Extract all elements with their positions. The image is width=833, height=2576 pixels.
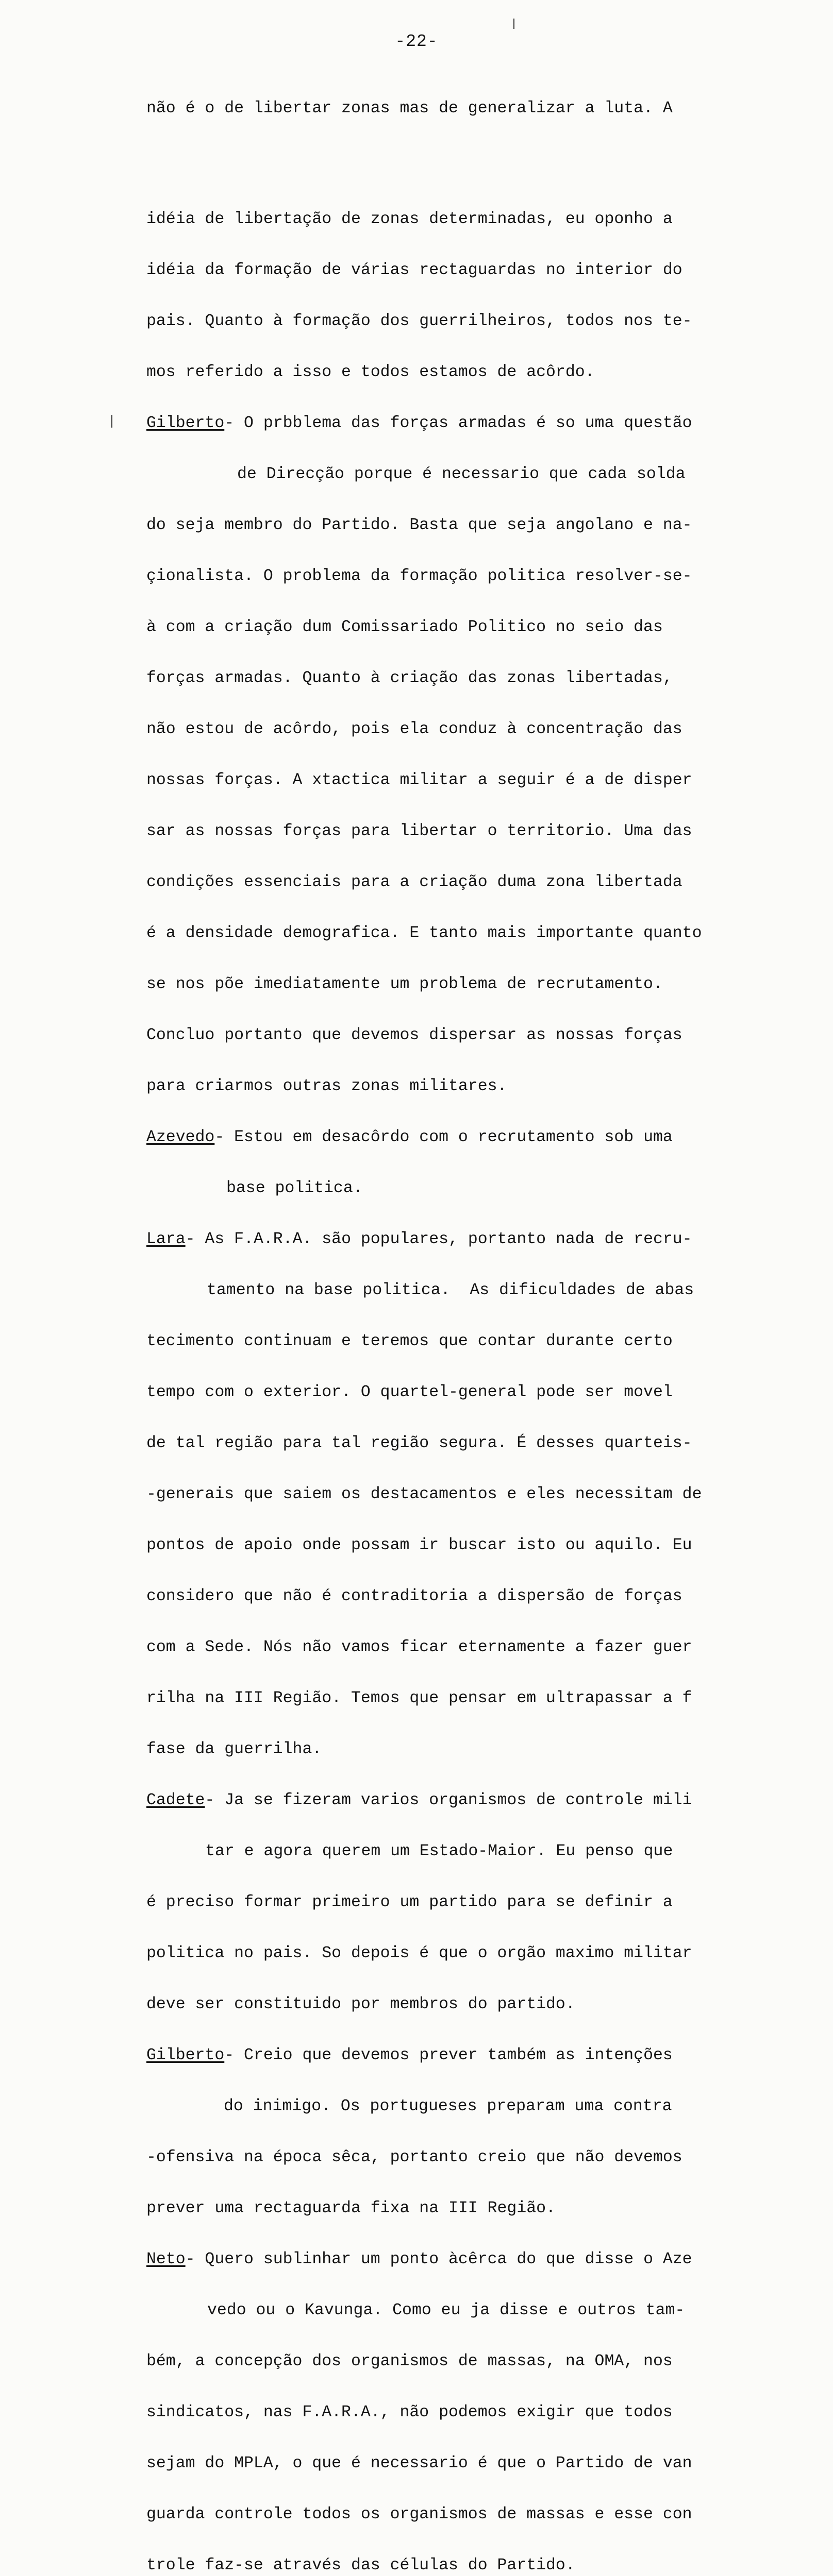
text-line: fase da guerrilha. — [146, 1740, 322, 1758]
speaker-text: - Creio que devemos prever também as intenções — [224, 2046, 673, 2064]
text-line: sar as nossas forças para libertar o territorio. Uma das — [146, 822, 692, 840]
text-line: à com a criação dum Comissariado Politico no seio das — [146, 618, 663, 636]
text-line: para criarmos outras zonas militares. — [146, 1077, 507, 1095]
speaker-text: - As F.A.R.A. são populares, portanto nada de recru- — [185, 1230, 692, 1248]
text-line: forças armadas. Quanto à criação das zonas libertadas, — [146, 669, 673, 687]
speaker-text: - Quero sublinhar um ponto àcêrca do que disse o Aze — [185, 2250, 692, 2268]
text-line: não estou de acôrdo, pois ela conduz à concentração das — [146, 720, 682, 738]
speaker-text: - Estou em desacôrdo com o recrutamento sob uma — [214, 1128, 673, 1146]
speaker-text: - O prbblema das forças armadas é so uma questão — [224, 414, 692, 432]
text-line: guarda controle todos os organismos de massas e esse con — [146, 2505, 692, 2523]
speaker-line — [146, 2047, 734, 2064]
text-line: prever uma rectaguarda fixa na III Região. — [146, 2199, 556, 2217]
speaker-name: Gilberto — [146, 414, 225, 432]
text-line: pontos de apoio onde possam ir buscar isto ou aquilo. Eu — [146, 1536, 692, 1554]
text-line: mos referido a isso e todos estamos de acôrdo. — [146, 363, 595, 381]
speaker-name: Neto — [146, 2250, 186, 2268]
stray-mark-left — [111, 415, 112, 428]
spacer — [146, 151, 734, 177]
text-line: do inimigo. Os portugueses preparam uma contra — [224, 2097, 672, 2115]
text-line: politica no pais. So depois é que o orgão maximo militar — [146, 1944, 692, 1962]
text-line: com a Sede. Nós não vamos ficar eternamente a fazer guer — [146, 1638, 692, 1656]
text-line: nossas forças. A xtactica militar a seguir é a de disper — [146, 771, 692, 789]
speaker-line — [146, 415, 734, 432]
text-line: çionalista. O problema da formação politica resolver-se- — [146, 567, 692, 585]
text-line: idéia da formação de várias rectaguardas no interior do — [146, 261, 682, 279]
text-line: pais. Quanto à formação dos guerrilheiros, todos nos te- — [146, 312, 692, 330]
speaker-line — [146, 2251, 734, 2268]
text-line: se nos põe imediatamente um problema de recrutamento. — [146, 975, 663, 993]
page-number: -22- — [395, 32, 438, 51]
speaker-line — [146, 1231, 734, 1248]
text-line: tamento na base politica. As dificuldades de abas — [207, 1281, 694, 1299]
text-line: de tal região para tal região segura. É desses quarteis- — [146, 1434, 692, 1452]
text-line: -ofensiva na época sêca, portanto creio que não devemos — [146, 2148, 682, 2166]
text-line: condições essenciais para a criação duma zona libertada — [146, 873, 682, 891]
text-line: idéia de libertação de zonas determinadas, eu oponho a — [146, 210, 673, 228]
text-line: Concluo portanto que devemos dispersar as nossas forças — [146, 1026, 682, 1044]
text-line: rilha na III Região. Temos que pensar em ultrapassar a f — [146, 1689, 692, 1707]
text-line: sindicatos, nas F.A.R.A., não podemos exigir que todos — [146, 2403, 673, 2421]
speaker-name: Gilberto — [146, 2046, 225, 2064]
document-text — [146, 66, 734, 2576]
text-line: base politica. — [226, 1179, 363, 1197]
text-line: considero que não é contraditoria a dispersão de forças — [146, 1587, 682, 1605]
speaker-name: Azevedo — [146, 1128, 215, 1146]
text-line: tar e agora querem um Estado-Maior. Eu penso que — [205, 1842, 673, 1860]
speaker-name: Lara — [146, 1230, 186, 1248]
text-line: não é o de libertar zonas mas de generalizar a luta. A — [146, 99, 673, 117]
speaker-line — [146, 1129, 734, 1146]
text-line: trole faz-se através das células do Partido. — [146, 2556, 575, 2574]
text-line: do seja membro do Partido. Basta que seja angolano e na- — [146, 516, 692, 534]
text-line: bém, a concepção dos organismos de massas, na OMA, nos — [146, 2352, 673, 2370]
text-line: é preciso formar primeiro um partido para se definir a — [146, 1893, 673, 1911]
speaker-line — [146, 1792, 734, 1809]
text-line: -generais que saiem os destacamentos e eles necessitam de — [146, 1485, 702, 1503]
text-line: sejam do MPLA, o que é necessario é que o Partido de van — [146, 2454, 692, 2472]
text-line: é a densidade demografica. E tanto mais importante quanto — [146, 924, 702, 942]
text-line: deve ser constituido por membros do partido. — [146, 1995, 575, 2013]
text-line: tecimento continuam e teremos que contar durante certo — [146, 1332, 673, 1350]
speaker-text: - Ja se fizeram varios organismos de controle mili — [205, 1791, 692, 1809]
text-line: tempo com o exterior. O quartel-general pode ser movel — [146, 1383, 673, 1401]
speaker-name: Cadete — [146, 1791, 205, 1809]
stray-mark-top — [513, 19, 514, 29]
text-line: vedo ou o Kavunga. Como eu ja disse e outros tam- — [207, 2301, 685, 2319]
text-line: de Direcção porque é necessario que cada solda — [237, 465, 686, 483]
